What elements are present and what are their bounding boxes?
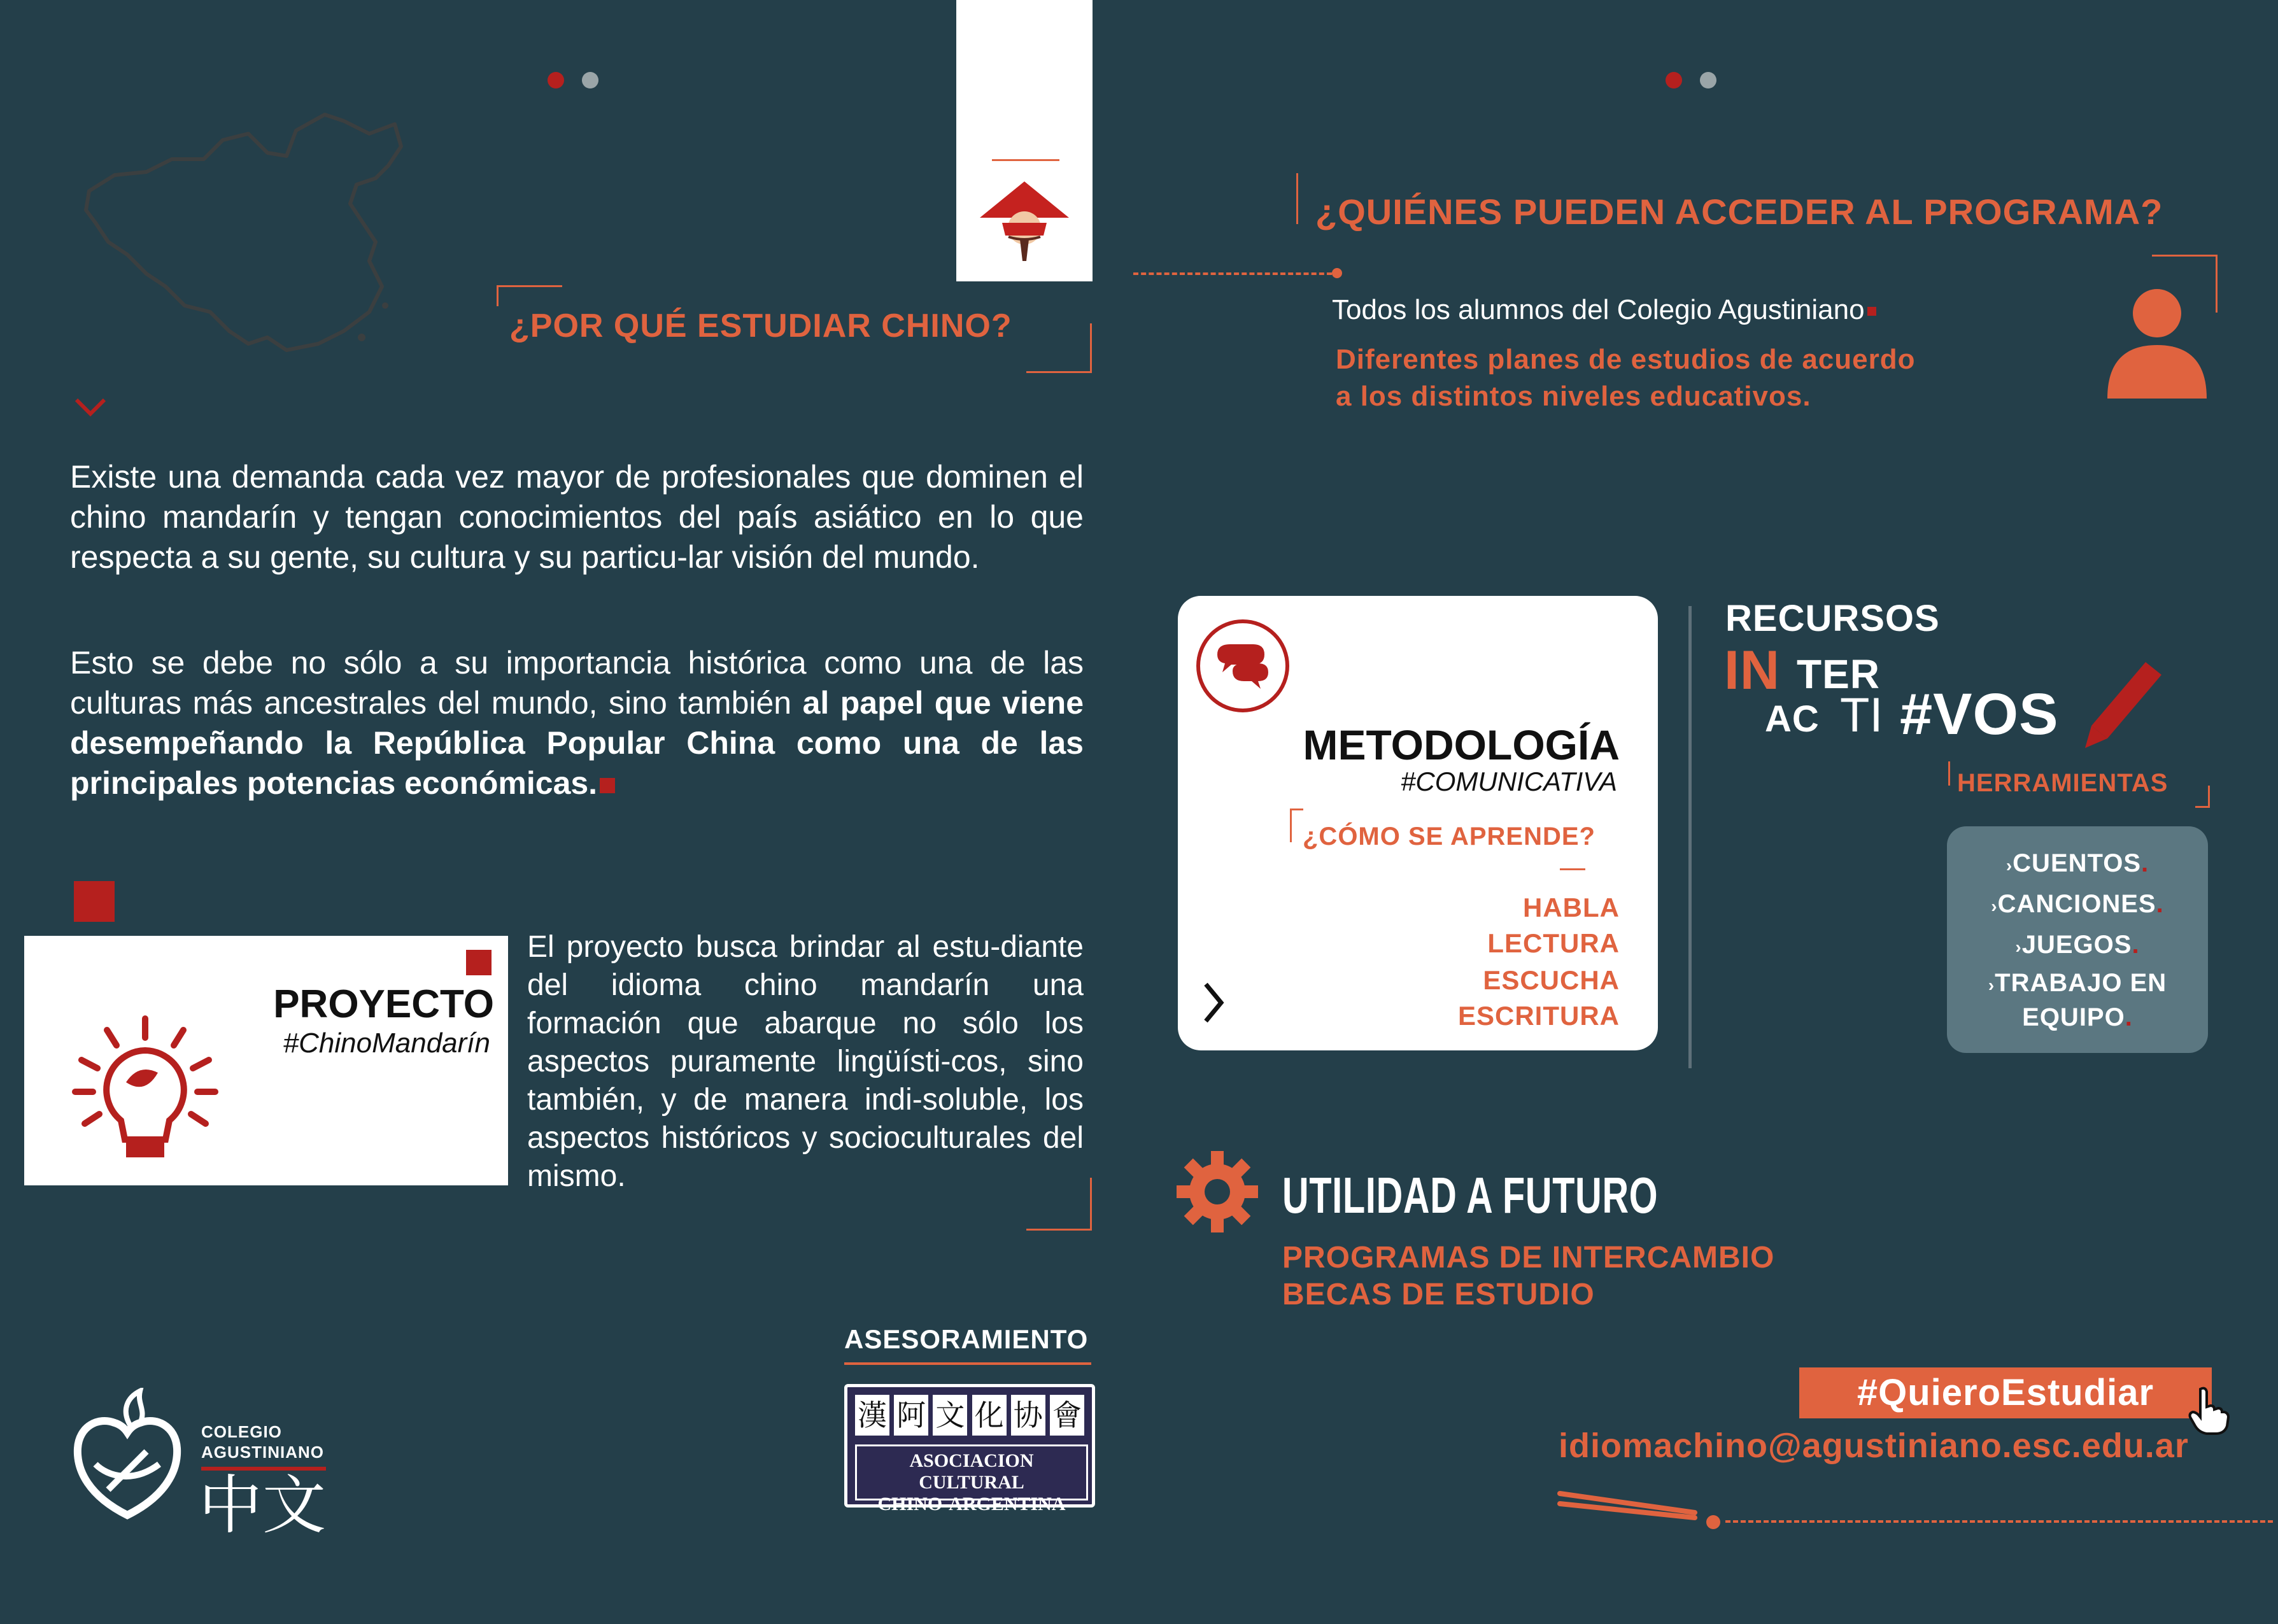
assoc-logo [844,1384,1095,1515]
pencil-icon [2082,656,2165,751]
tool-label: CANCIONES [1997,890,2156,918]
why-title: ¿POR QUÉ ESTUDIAR CHINO? [509,307,1012,344]
hat-divider [992,159,1059,161]
bullet-square [600,778,615,793]
advice-label: ASESORAMIENTO [844,1324,1089,1354]
assoc-line-1: ASOCIACION CULTURAL [909,1450,1034,1493]
res-ti: TI [1840,688,1883,742]
bullet-square [1867,307,1876,316]
tool-label: TRABAJO EN [1995,969,2167,997]
tool-item: ›CUENTOS. [2006,849,2149,877]
tool-item: ›JUEGOS. [2015,931,2140,959]
person-icon [2105,286,2209,399]
who-text [1332,294,1876,326]
gear-icon [1175,1150,1259,1234]
res-ter: TER [1797,651,1880,697]
who-text-value: Todos los alumnos del Colegio Agustiniano [1332,294,1865,325]
project-card-square [466,950,492,975]
assoc-chars-row [855,1395,1084,1441]
skill-item: LECTURA [1487,928,1620,958]
tool-item: ›CANCIONES. [1991,890,2164,918]
method-tag: #COMUNICATIVA [1401,766,1617,796]
hand-cursor-icon [2188,1384,2232,1435]
decor-dot-gray [582,72,598,88]
how-underline [1560,868,1585,870]
chopsticks-line [1725,1520,2273,1523]
decor-dot-gray-right [1700,72,1716,88]
tool-label: CUENTOS [2013,849,2142,877]
tool-item: EQUIPO. [2022,1003,2133,1031]
lightbulb-icon [69,1012,222,1165]
res-ac: AC [1765,698,1820,740]
how-title: ¿CÓMO SE APRENDE? [1303,823,1595,851]
why-bracket-bottom [1026,323,1092,373]
vertical-divider [1688,606,1692,1068]
intro-paragraph-1: Existe una demanda cada vez mayor de profesionales que dominen el chino mandarín y tengan conocimientos del país asiático en lo que respecta a su gente, su cultura y su particu-lar visión del mundo. [70,459,1084,575]
who-title: ¿QUIÉNES PUEDEN ACCEDER AL PROGRAMA? [1315,192,2163,232]
who-bold-line-1: Diferentes planes de estudios de acuerdo [1336,344,1916,375]
skill-item: ESCRITURA [1457,1001,1620,1031]
who-dashed-line [1133,272,1332,275]
chinese-hat-icon [977,178,1072,267]
assoc-char: 化 [972,1395,1007,1436]
how-bracket [1290,808,1303,842]
skill-item: ESCUCHA [1483,965,1620,995]
res-in: IN [1724,640,1780,701]
who-bold-line-2: a los distintos niveles educativos. [1336,381,1811,412]
future-title: UTILIDAD A FUTURO [1282,1167,1659,1224]
intro-paragraph-2-plain: Esto se debe no sólo a su importancia histórica como una de las culturas más ancestrales del mundo, sino también [70,645,1084,721]
chopsticks-icon [1557,1485,1710,1536]
tools-title: HERRAMIENTAS [1957,769,2168,797]
future-line-2: BECAS DE ESTUDIO [1282,1278,1595,1311]
hashtag-badge[interactable]: #QuieroEstudiar [1799,1367,2212,1418]
logo-line-2: AGUSTINIANO [201,1443,324,1462]
project-title: PROYECTO [273,982,494,1026]
chat-bubbles-icon [1194,618,1291,714]
tool-label: JUEGOS [2021,931,2132,959]
intro-paragraph-2 [70,643,1084,803]
assoc-char: 协 [1011,1395,1045,1436]
project-bracket [1026,1178,1092,1231]
chevron-right-icon [1201,980,1226,1025]
assoc-char: 會 [1050,1395,1084,1436]
assoc-char: 文 [933,1395,967,1436]
hat-tab [956,0,1093,281]
future-line-1: PROGRAMAS DE INTERCAMBIO [1282,1241,1775,1274]
china-map-icon [76,95,407,357]
skill-item: HABLA [1523,893,1620,922]
tool-item: ›TRABAJO EN [1988,969,2167,997]
decor-dot-red-right [1666,72,1682,88]
logo-chinese: 中文 [199,1470,326,1541]
tools-bracket-right [2195,786,2210,808]
school-logo-icon [70,1388,185,1528]
section-square [74,881,115,922]
res-vos: #VOS [1900,682,2059,747]
why-bracket-top [497,285,562,306]
assoc-name-box [855,1444,1088,1515]
decor-dot-red [548,72,564,88]
project-text: El proyecto busca brindar al estu-diante del idioma chino mandarín una formación que abarque no sólo los aspectos puramente lingüísti-cos, sino también, y de manera indi-soluble, los aspectos históricos y socioculturales del mismo. [527,930,1084,1193]
project-tag: #ChinoMandarín [283,1027,490,1059]
assoc-char: 漢 [855,1395,889,1436]
assoc-char: 阿 [894,1395,928,1436]
chopsticks-dot [1706,1515,1720,1529]
res-line-1: RECURSOS [1725,598,1940,639]
tool-label: EQUIPO [2022,1003,2125,1031]
chevron-down-icon [71,395,110,420]
method-title: METODOLOGÍA [1303,721,1620,768]
contact-email[interactable]: idiomachino@agustiniano.esc.edu.ar [1559,1427,2189,1465]
who-bracket [1296,173,1311,224]
who-dash-dot [1332,268,1342,278]
intro-paragraph-2-bold: al papel que viene desempeñando la República Popular China como una de las principales potencias económicas. [70,685,1084,801]
tools-panel [1947,826,2208,1053]
project-card [24,936,508,1185]
assoc-line-2: CHINO-ARGENTINA [877,1493,1066,1515]
advice-underline [844,1362,1091,1365]
method-card [1178,596,1658,1050]
logo-line-1: COLEGIO [201,1422,282,1441]
